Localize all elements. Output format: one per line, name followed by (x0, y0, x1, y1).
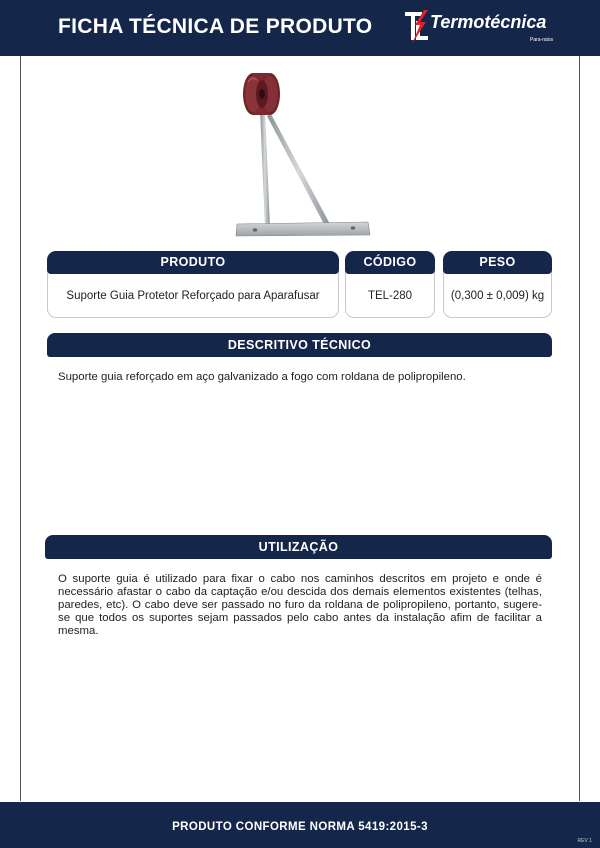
footer-bar (0, 802, 600, 848)
weight-header: PESO (443, 251, 552, 274)
product-name: Suporte Guia Protetor Reforçado para Aparafusar (66, 289, 320, 302)
code-card (345, 251, 435, 318)
usage-header: UTILIZAÇÃO (45, 535, 552, 559)
termotecnica-logo-icon (404, 9, 430, 45)
product-header: PRODUTO (47, 251, 339, 274)
technical-description-text: Suporte guia reforçado em aço galvanizado a fogo com roldana de polipropileno. (58, 371, 466, 383)
product-code: TEL-280 (367, 289, 413, 302)
code-header: CÓDIGO (345, 251, 435, 274)
usage-text: O suporte guia é utilizado para fixar o cabo nos caminhos descritos em projeto e onde é necessário afastar o cabo da captação e/ou descida dos demais elementos existentes (telhas, paredes, etc). O cabo deve ser passado no furo da roldana de polipropileno, portanto, sugere-se que todos os suportes sejam passados pelo cabo antes da instalação afim de facilitar a mesma. (58, 573, 542, 637)
weight-card (443, 251, 552, 318)
brand-tagline: Para-raios (530, 37, 554, 43)
product-card (47, 251, 339, 318)
technical-description-header: DESCRITIVO TÉCNICO (47, 333, 552, 357)
product-weight: (0,300 ± 0,009) kg (450, 289, 545, 302)
page-title: FICHA TÉCNICA DE PRODUTO (58, 15, 373, 38)
norm-compliance-text: PRODUTO CONFORME NORMA 5419:2015-3 (172, 821, 428, 833)
revision-label: REV 1 (577, 838, 592, 844)
brand-name: Termotécnica (430, 12, 547, 32)
header-bar (0, 0, 600, 56)
cable-guide-support-image (230, 68, 376, 240)
brand-logo (404, 9, 574, 49)
